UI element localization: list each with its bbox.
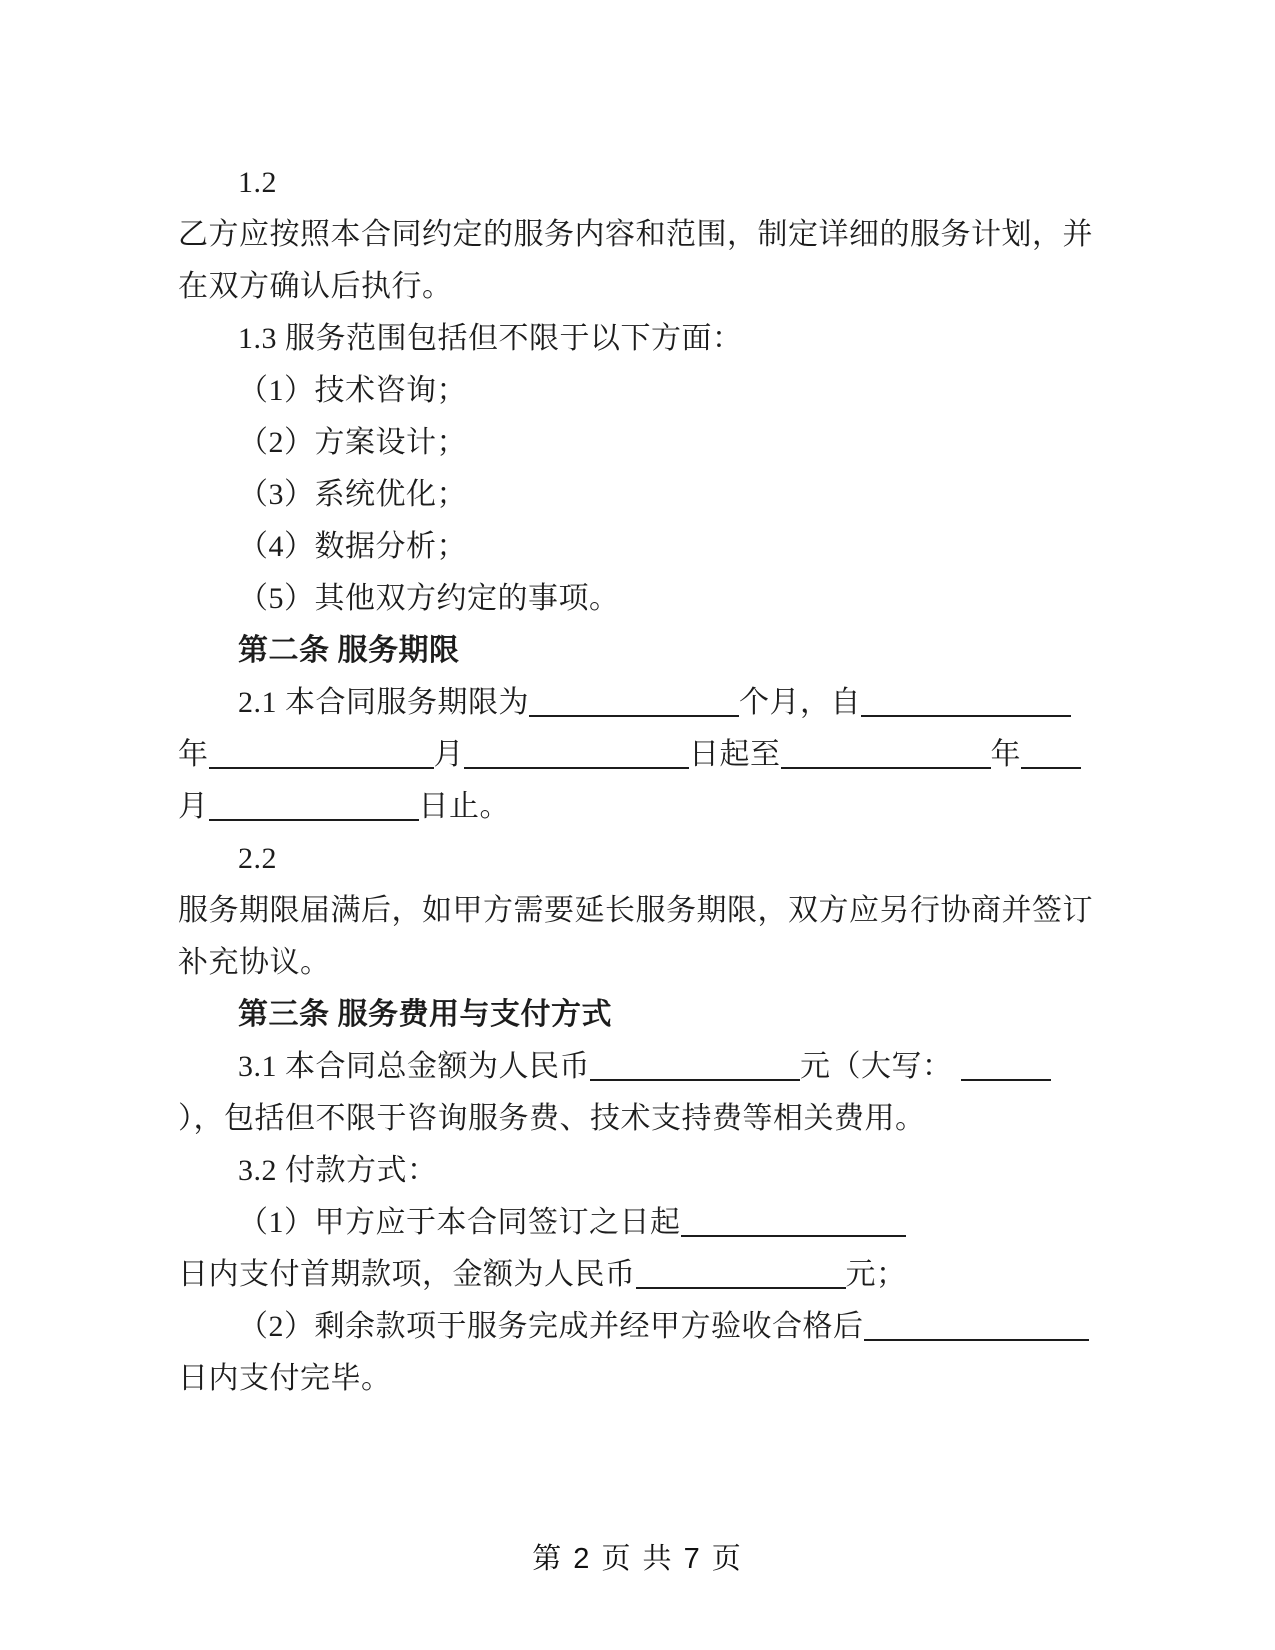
- blank-field: [861, 715, 1071, 717]
- blank-field: [209, 767, 434, 769]
- text-line: 乙方应按照本合同约定的服务内容和范围，制定详细的服务计划，并: [178, 218, 1093, 251]
- blank-field: [864, 1339, 1089, 1341]
- text-line: （3）系统优化；: [238, 478, 467, 511]
- blank-field: [464, 767, 689, 769]
- text-line: 1.3 服务范围包括但不限于以下方面：: [238, 322, 743, 355]
- text-line: 3.1 本合同总金额为人民币 元（大写：: [178, 1041, 1070, 1093]
- text-line: （2）方案设计；: [238, 426, 467, 459]
- section-heading: 第二条 服务期限: [238, 634, 460, 667]
- page-number-footer: 第 2 页 共 7 页: [532, 1543, 743, 1575]
- contract-text-block: [178, 157, 1093, 1405]
- text-line: 2.1 本合同服务期限为 个月，自: [178, 677, 1070, 729]
- text-line: 年 月 日起至 年: [178, 729, 1070, 781]
- text-line: 日内支付完毕。: [178, 1362, 392, 1395]
- text-line: 补充协议。: [178, 946, 331, 979]
- blank-field: [961, 1079, 1051, 1081]
- text-line: （1）技术咨询；: [238, 374, 467, 407]
- section-heading: 第三条 服务费用与支付方式: [238, 998, 612, 1031]
- text-line: 在双方确认后执行。: [178, 270, 453, 303]
- blank-field: [781, 767, 991, 769]
- text-line: （5）其他双方约定的事项。: [238, 582, 620, 615]
- text-line: 3.2 付款方式：: [238, 1154, 438, 1187]
- text-line: （4）数据分析；: [238, 530, 467, 563]
- text-line: 服务期限届满后，如甲方需要延长服务期限，双方应另行协商并签订: [178, 894, 1093, 927]
- blank-field: [636, 1287, 846, 1289]
- blank-field: [1021, 767, 1081, 769]
- text-line: （1）甲方应于本合同签订之日起: [178, 1197, 1070, 1249]
- text-line: 2.2: [238, 842, 277, 875]
- text-line: 日内支付首期款项，金额为人民币 元；: [178, 1258, 907, 1291]
- blank-field: [681, 1235, 906, 1237]
- text-line: 1.2: [238, 166, 277, 199]
- text-line: （2）剩余款项于服务完成并经甲方验收合格后: [178, 1301, 1070, 1353]
- text-line: ），包括但不限于咨询服务费、技术支持费等相关费用。: [178, 1102, 926, 1135]
- blank-field: [590, 1079, 800, 1081]
- blank-field: [529, 715, 739, 717]
- blank-field: [209, 819, 419, 821]
- text-line: 月 日止。: [178, 790, 510, 823]
